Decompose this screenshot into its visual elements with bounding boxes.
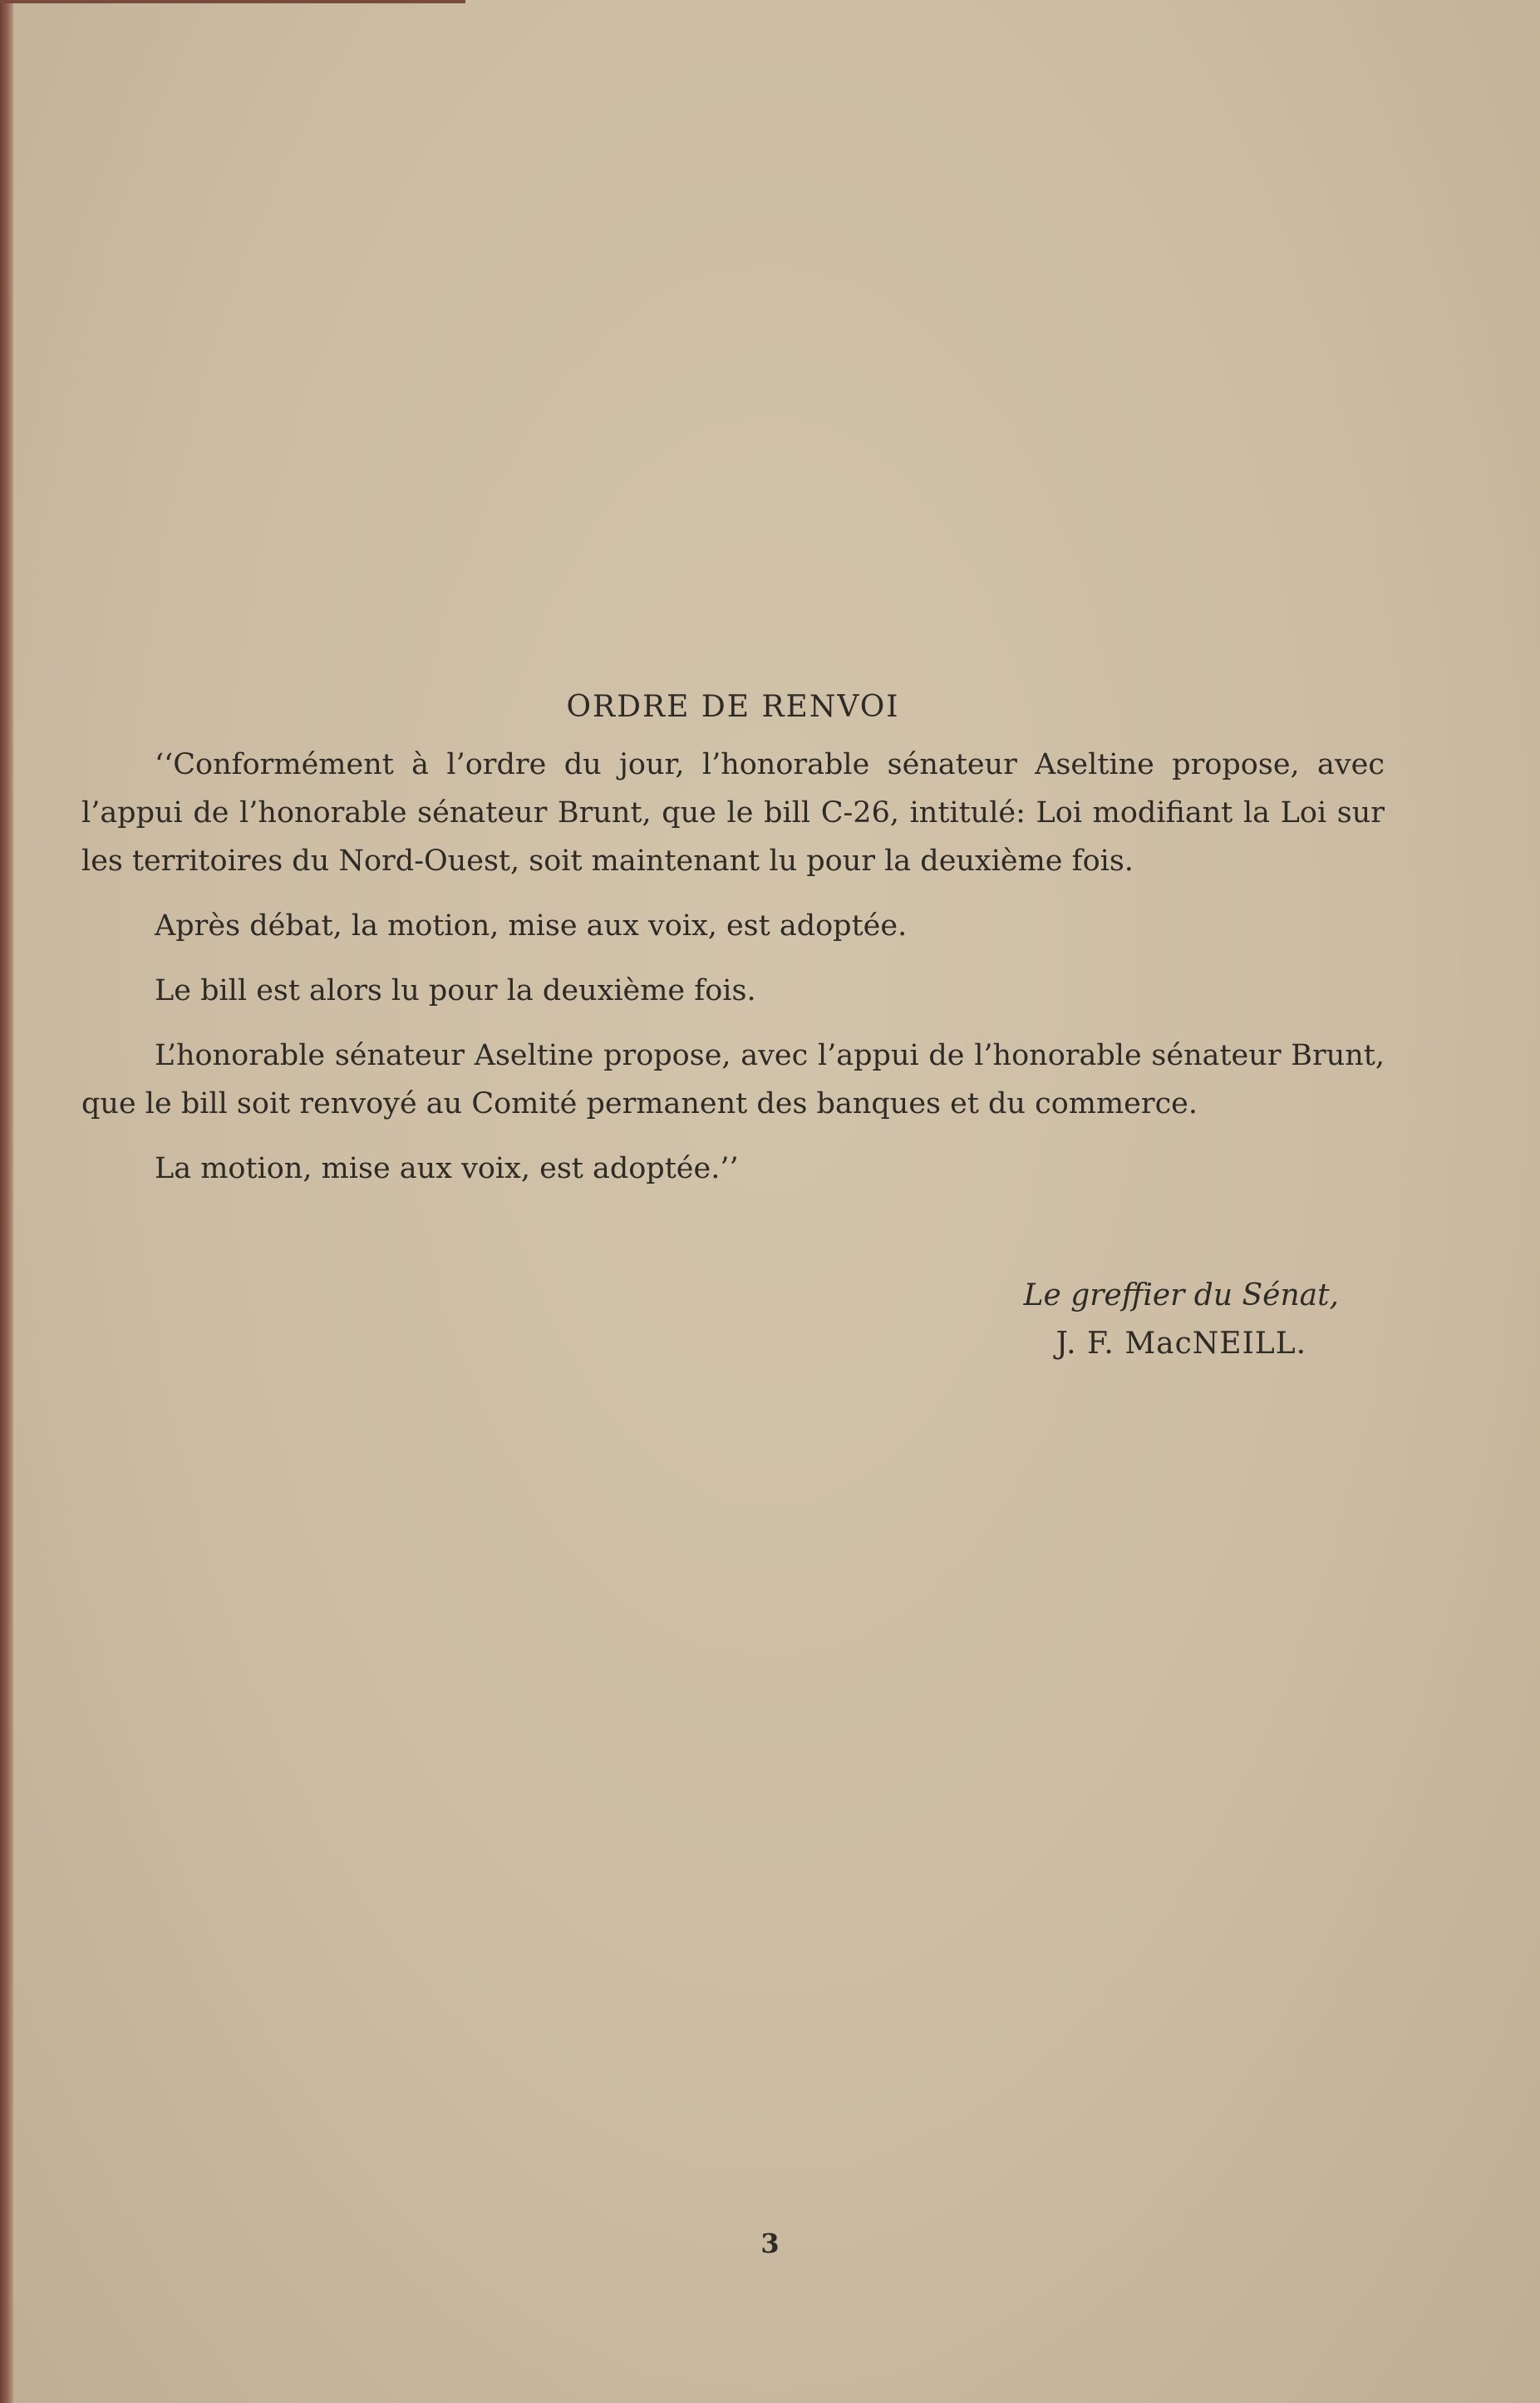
- signature-block: [1024, 1272, 1339, 1368]
- binding-edge: [0, 0, 13, 2403]
- signature-role: Le greffier du Sénat,: [1023, 1278, 1339, 1312]
- document-body: [81, 690, 1385, 1361]
- paragraph-referral: L’honorable sénateur Aseltine propose, avec l’appui de l’honorable sénateur Brunt, que le bill soit renvoyé au Comité permanent des banques et du commerce.: [81, 1039, 1385, 1120]
- top-edge: [0, 0, 465, 3]
- document-title: ORDRE DE RENVOI: [566, 690, 900, 724]
- page-number: 3: [760, 2228, 780, 2259]
- paragraph-adopted: La motion, mise aux voix, est adoptée.’’: [155, 1152, 739, 1185]
- paragraph-second-reading: Le bill est alors lu pour la deuxième fois.: [155, 974, 756, 1007]
- paragraph-debate: Après débat, la motion, mise aux voix, est adoptée.: [155, 909, 908, 943]
- signature-name: J. F. MacNEILL.: [1055, 1327, 1307, 1361]
- paragraph-motion: ‘‘Conformément à l’ordre du jour, l’honorable sénateur Aseltine propose, avec l’appui de l’honorable sénateur Brunt, que le bill C-26, intitulé: Loi modifiant la Loi sur les territoires du Nord-Ouest, soit maintenant lu pour la deuxième fois.: [81, 748, 1385, 878]
